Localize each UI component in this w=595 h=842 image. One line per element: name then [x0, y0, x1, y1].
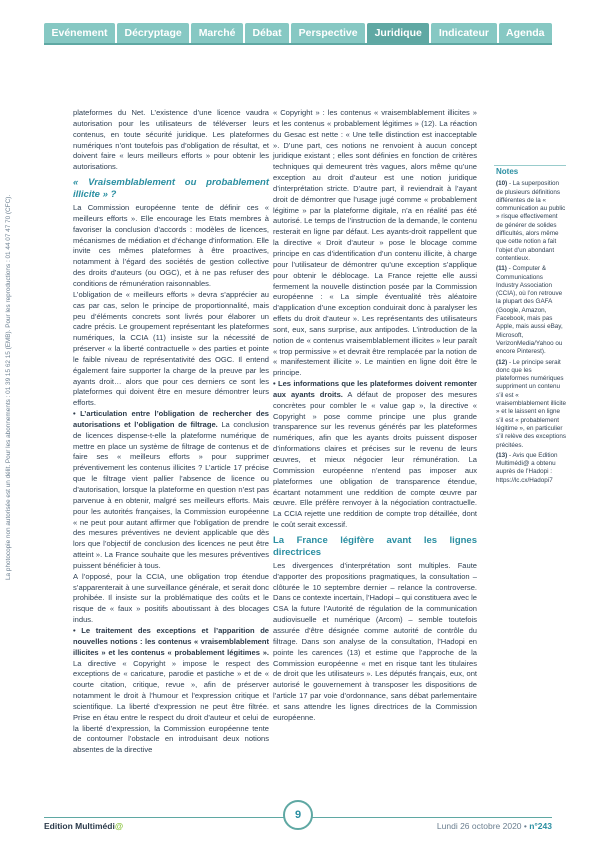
paragraph: L’obligation de « meilleurs efforts » devra s’apprécier au cas par cas, selon le principe de proportionnalité, mais peu d’éléments concrets sont livrés pour élaborer un cadre précis. Le groupement représentant les plateformes numériques, la CCIA (11) insiste sur la nécessité de préserver « la liberté contractuelle » des parties et pointe le faible niveau de représentativité des OGC. Il entend également faire supporter la charge de la preuve par les ayants droit… alors que pour ces derniers ce sont les plateformes qui doivent être en mesure démontrer leurs efforts. — [73, 289, 269, 408]
paragraph: Les divergences d’interprétation sont multiples. Faute d’apporter des propositions pragmatiques, la consultation – clôturée le 10 septembre dernier – relance la controverse. Dans ce contexte incertain, l’Hadopi – qui constituera avec le CSA la future l’Autorité de régulation de la communication audiovisuelle et numérique (Arcom) – semble toutefois assurée d’être désignée comme autorité de contrôle du filtrage. Dans son analyse de la consultation, l’Hadopi en pointe les carences (13) et estime que l’approche de la Commission européenne « met en risque tant les titulaires de droit que les utilisateurs ». Les députés français, eux, ont autorisé le gouvernement à transposer les dispositions de l’article 17 par voie d’ordonnance, sans débat parlementaire et sans attendre les lignes directrices de la Commission européenne. — [273, 560, 477, 722]
notes-sidebar — [496, 168, 566, 487]
tab-evenement[interactable]: Evénement — [44, 23, 115, 43]
paragraph-text: La directive « Copyright » impose le respect des exceptions de « caricature, parodie et pastiche » et de « courte citation, critique, revue », afin de préserver notamment le droit à l’humour et l’expression critique et scientifique. La liberté d’expression ne peut être filtrée. Prise en étau entre le respect du droit d’auteur et celui de la liberté d’expression, la Commission européenne tente de contourner l’obstacle en introduisant deux notions absentes de la directive — [73, 658, 269, 755]
tab-perspective[interactable]: Perspective — [291, 23, 365, 43]
notes-title: Notes — [496, 167, 519, 176]
brand-logo — [44, 821, 123, 831]
tab-debat[interactable]: Débat — [245, 23, 289, 43]
paragraph-text: A défaut de proposer des mesures concrètes pour combler le « value gap », la directive « Copyright » pose comme principe une plus grande transparence sur les revenus générés par les plateformes numériques, afin que les ayants droits puissent disposer d’informations claires et précises sur le revenu de leurs œuvres, et mieux négocier leur rémunération. La Commission européenne n’entend pas imposer aux plateformes une obligation de transparence étendue, écartant notamment une reddition de compte œuvre par œuvre. Elle préfère renvoyer à la négociation contractuelle. La CCIA rejette une reddition de compte trop détaillée, dont le coût serait excessif. — [273, 389, 477, 530]
note-text: - La superposition de plusieurs définitions différentes de la « communication au public » risque effectivement de générer de solides difficultés, alors même que cette notion a fait l’objet d’un abondant contentieux. — [496, 180, 566, 262]
brand-name: Edition Multimédi — [44, 821, 115, 831]
page-number: 9 — [283, 800, 313, 830]
tab-agenda[interactable]: Agenda — [499, 23, 553, 43]
paragraph-text: La conclusion de licences dispense-t-elle la plateforme numérique de mettre en place un système de filtrage de contenus et de faire ses « meilleurs efforts » pour supprimer préventivement les contenus illicites ? L’article 17 précise que le filtrage vient pallier l’absence de licence ou d’autorisation, lorsque la plateforme en question n’est pas parvenue à en obtenir, malgré ses meilleurs efforts. Mais pour les autorités françaises, la Commission européenne « ne peut pour autant affirmer que l’obligation de prendre des mesures préventives ne devient applicable que dès lors que l’objectif de conclusion des licences ne peut être atteint ». La France souhaite que les mesures préventives puissent bénéficier à tous. — [73, 419, 269, 570]
paragraph — [273, 379, 477, 531]
subheading: La France légifère avant les lignes directrices — [273, 534, 477, 558]
article-column-2 — [273, 108, 477, 724]
note-item — [496, 265, 566, 356]
bold-lead: • L’articulation entre l’obligation de rechercher des autorisations et l’obligation de filtrage. — [73, 409, 269, 429]
tab-decryptage[interactable]: Décryptage — [117, 23, 189, 43]
note-text: - Avis que Edition Multimédi@ a obtenu auprès de l’Hadopi : https://lc.cx/Hadopi7 — [496, 451, 558, 484]
copyright-text: La photocopie non autorisée est un délit. Pour les abonnements : 01 39 15 62 15 (EMB). Pour les reproductions : 01 44 07 47 70 (CFC). — [5, 194, 12, 580]
paragraph — [73, 626, 269, 756]
note-item — [496, 452, 566, 485]
brand-at-icon: @ — [114, 821, 124, 831]
note-item — [496, 359, 566, 450]
bold-lead: • Le traitement des exceptions et l’apparition de nouvelles notions : les contenus « vraisemblablement illicites » et les contenus « probablement légitimes ». — [73, 625, 269, 657]
notes-divider — [494, 165, 566, 166]
note-number: (10) — [496, 180, 508, 188]
note-number: (13) — [496, 451, 508, 459]
paragraph: A l’opposé, pour la CCIA, une obligation trop étendue s’apparenterait à une surveillance générale, et serait donc prohibée. Il insiste sur la problématique des coûts et le risque de « faux » positifs aboutissant à des blocages indus. — [73, 571, 269, 625]
note-text: - Computer & Communications Industry Association (CCIA), où l’on retrouve la plupart des GAFA (Google, Amazon, Facebook, mais pas Apple, mais aussi eBay, Microsoft, VerizonMedia/Yahoo ou encore Pinterest). — [496, 265, 563, 356]
footer — [44, 821, 552, 833]
paragraph — [73, 409, 269, 572]
note-number: (11) — [496, 265, 507, 273]
article-column-1 — [73, 108, 269, 756]
issue-number: n°243 — [529, 821, 552, 831]
subheading: « Vraisemblablement ou probablement illicite » ? — [73, 177, 269, 201]
note-number: (12) — [496, 358, 508, 366]
note-text: - Le principe serait donc que les plateformes numériques suppriment un contenu s’il est « vraisemblablement illicite » et le laissent en ligne s’il est « probablement légitime », en particulier s’il relève des exceptions précitées. — [496, 358, 567, 449]
tab-indicateur[interactable]: Indicateur — [431, 23, 496, 43]
issue-date — [437, 821, 552, 831]
note-item — [496, 180, 566, 263]
date-text: Lundi 26 octobre 2020 • — [436, 821, 530, 831]
tab-underline — [44, 43, 552, 45]
paragraph: « Copyright » : les contenus « vraisemblablement illicites » et les contenus « probablement légitimes » (12). La réaction du Gesac est nette : « Une telle distinction est inacceptable ». D’une part, ces notions ne renvoient à aucun concept juridique existant ; elles sont définies en fonction de critères techniques qui demeurent très vagues, alors même qu’une exception au droit d’auteur est une notion juridique d’interprétation stricte. D’autre part, il reviendrait à l’ayant droit de démontrer que l’usage jugé comme « probablement légitime » par la plateforme digitale, n’a en réalité pas été autorisé. Le temps de l’instruction de la demande, le contenu resterait en ligne par défaut. Les ayants-droit rappellent que la directive « Droit d’auteur » pose le blocage comme principe en cas d’identification d’un contenu illicite, à charge pour l’utilisateur de démontrer qu’une exception s’applique pour obtenir le déblocage. La France rejette elle aussi fermement la nouvelle distinction posée par la Commission européenne : « La simple éventualité très aléatoire d’application d’une exception conduirait donc à paralyser les effets du droit d’auteur ». Les représentants des utilisateurs sont, eux, sans surprise, aux antipodes. L’introduction de la notion de « contenus vraisemblablement illicites » leur paraît « trop permissive » et devrait être remplacée par la notion de « manifestement illicite ». Le maintien en ligne doit être le principe. — [273, 108, 477, 378]
section-tabs — [44, 23, 552, 43]
tab-marche[interactable]: Marché — [191, 23, 243, 43]
bold-lead: • Les informations que les plateformes doivent remonter aux ayants droits. — [273, 379, 477, 399]
tab-juridique[interactable]: Juridique — [367, 23, 429, 43]
paragraph: La Commission européenne tente de définir ces « meilleurs efforts ». Elle encourage les Etats membres à favoriser la conclusion d’accords : modèles de licences, mécanismes de médiation et d’échange d’information. Elle invite ces mêmes plateformes à être proactives, notamment à l’égard des sociétés de gestion collective des droits d’auteurs (ou OGC), et à ne pas refuser des conditions de rémunération raisonnables. — [73, 203, 269, 288]
paragraph: plateformes du Net. L’existence d’une licence vaudra autorisation pour les utilisateurs de téléverser leurs contenus, en toute sécurité juridique. Les plateformes numériques n’ont toutefois pas d’obligation de résultat, et doivent faire « leurs meilleurs efforts » pour obtenir les autorisations. — [73, 108, 269, 172]
